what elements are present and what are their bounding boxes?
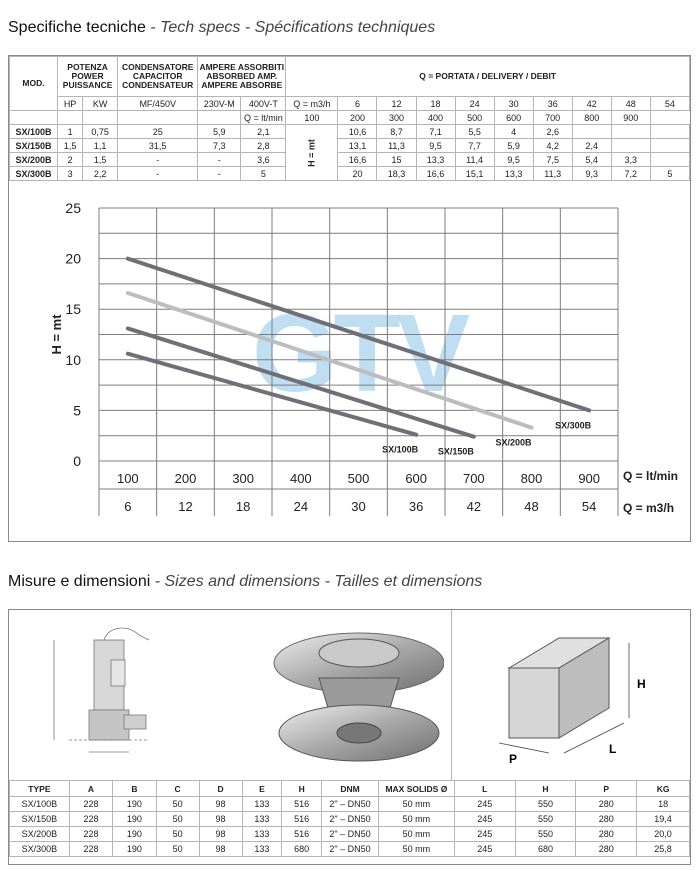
dims-cell: 50 <box>156 827 199 842</box>
x-tick-label-lmin: 900 <box>578 471 601 486</box>
dims-cell: 245 <box>454 812 515 827</box>
header-400v: 400V-T <box>241 97 286 111</box>
dims-cell: SX/200B <box>10 827 70 842</box>
dims-cell: 50 <box>156 797 199 812</box>
q-lmin-cell: 500 <box>455 111 494 125</box>
spec-head-value: 18,3 <box>377 167 416 181</box>
dims-header-cell: DNM <box>322 781 379 797</box>
dims-cell: 98 <box>199 842 242 857</box>
dims-cell: 516 <box>282 827 322 842</box>
dims-cell: 25,8 <box>637 842 690 857</box>
spec-head-value: 7,2 <box>611 167 650 181</box>
dims-title <box>8 573 482 591</box>
dims-row <box>10 842 690 857</box>
q-m3h-label: Q = m3/h <box>286 97 338 111</box>
dims-cell: 98 <box>199 797 242 812</box>
spec-head-value: 16,6 <box>416 167 455 181</box>
spec-head-value: 7,1 <box>416 125 455 139</box>
pump-float <box>111 660 125 686</box>
dims-cell: 228 <box>69 842 112 857</box>
y-axis-label: H = mt <box>49 314 64 355</box>
dims-header-cell: P <box>576 781 637 797</box>
spec-mf: 25 <box>118 125 198 139</box>
q-lmin-cell: 900 <box>611 111 650 125</box>
pump-drawing <box>39 620 189 770</box>
dims-header-cell: TYPE <box>10 781 70 797</box>
dims-cell: 2" – DN50 <box>322 812 379 827</box>
h-mt-label-text: H = mt <box>306 138 317 167</box>
x-tick-label-m3h: 30 <box>351 499 366 514</box>
spec-head-value: 9,3 <box>572 167 611 181</box>
header-kw: KW <box>83 97 118 111</box>
spec-model: SX/300B <box>10 167 58 181</box>
spec-model: SX/200B <box>10 153 58 167</box>
dims-cell: 50 <box>156 842 199 857</box>
box-label-h: H <box>637 677 646 691</box>
spec-head-value: 13,3 <box>494 167 533 181</box>
dims-cell: 20,0 <box>637 827 690 842</box>
specs-title-sub: - Tech specs - Spécifications techniques <box>145 19 436 36</box>
header-power-fr: PUISSANCE <box>62 80 113 90</box>
specs-title-main: Specifiche tecniche <box>8 19 146 36</box>
dims-title-sub: - Sizes and dimensions - Tailles et dimensions <box>150 573 483 590</box>
spec-head-value: 5,5 <box>455 125 494 139</box>
q-lmin-cell: 300 <box>377 111 416 125</box>
dims-cell: 245 <box>454 842 515 857</box>
dims-header-cell: D <box>199 781 242 797</box>
dims-cell: 19,4 <box>637 812 690 827</box>
header-amp-en: ABSORBED AMP. <box>206 71 278 81</box>
spec-head-value: 9,5 <box>494 153 533 167</box>
q-m3h-cell: 54 <box>650 97 689 111</box>
x-tick-label-lmin: 700 <box>462 471 485 486</box>
dims-cell: 98 <box>199 812 242 827</box>
dims-table <box>9 780 690 857</box>
dims-title-main: Misure e dimensioni <box>8 573 151 590</box>
x-tick-label-m3h: 36 <box>408 499 424 514</box>
series-label: SX/100B <box>382 444 419 455</box>
x-tick-label-lmin: 600 <box>405 471 428 486</box>
spec-model: SX/150B <box>10 139 58 153</box>
dims-cell: 133 <box>242 797 282 812</box>
header-power-it: POTENZA <box>67 62 108 72</box>
spec-head-value: 5,4 <box>572 153 611 167</box>
spec-head-value: 4,2 <box>533 139 572 153</box>
dims-cell: 280 <box>576 827 637 842</box>
spec-head-value: 2,6 <box>533 125 572 139</box>
spec-a230: - <box>198 167 241 181</box>
box-front <box>509 668 559 738</box>
spec-head-value: 5 <box>650 167 689 181</box>
spec-head-value: 10,6 <box>338 125 377 139</box>
spec-hp: 2 <box>58 153 83 167</box>
dims-cell: 190 <box>113 827 156 842</box>
spec-kw: 1,5 <box>83 153 118 167</box>
y-tick-label: 20 <box>65 250 81 267</box>
pump-base <box>89 710 129 740</box>
panel-divider <box>451 610 452 780</box>
x-tick-label-lmin: 800 <box>520 471 543 486</box>
dims-cell: 50 mm <box>378 812 454 827</box>
x-tick-label-m3h: 54 <box>581 499 597 514</box>
header-cap-it: CONDENSATORE <box>121 62 194 72</box>
dims-cell: 550 <box>515 812 576 827</box>
spec-head-value: 20 <box>338 167 377 181</box>
header-cap-en: CAPACITOR <box>132 71 183 81</box>
spec-hp: 1 <box>58 125 83 139</box>
q-m3h-cell: 6 <box>338 97 377 111</box>
dims-cell: 280 <box>576 842 637 857</box>
x-tick-label-lmin: 200 <box>174 471 197 486</box>
dims-cell: 98 <box>199 827 242 842</box>
spec-a400: 2,1 <box>241 125 286 139</box>
dims-cell: 50 mm <box>378 827 454 842</box>
x-tick-label-m3h: 42 <box>466 499 482 514</box>
spec-a230: - <box>198 153 241 167</box>
header-hp: HP <box>58 97 83 111</box>
dims-cell: SX/100B <box>10 797 70 812</box>
spec-a400: 3,6 <box>241 153 286 167</box>
dims-cell: 516 <box>282 797 322 812</box>
y-tick-label: 25 <box>65 200 81 216</box>
q-lmin-cell: 600 <box>494 111 533 125</box>
dims-cell: 133 <box>242 812 282 827</box>
spec-head-value: 8,7 <box>377 125 416 139</box>
spec-hp: 1,5 <box>58 139 83 153</box>
header-mf: MF/450V <box>118 97 198 111</box>
x-tick-label-lmin: 400 <box>289 471 312 486</box>
spec-model: SX/100B <box>10 125 58 139</box>
dims-row <box>10 797 690 812</box>
dims-cell: 680 <box>282 842 322 857</box>
spec-mf: 31,5 <box>118 139 198 153</box>
spec-mf: - <box>118 153 198 167</box>
x-tick-label-m3h: 48 <box>524 499 539 514</box>
watermark-logo: GTV <box>251 292 467 415</box>
spec-head-value: 13,1 <box>338 139 377 153</box>
dims-cell: 228 <box>69 812 112 827</box>
spec-head-value: 9,5 <box>416 139 455 153</box>
spec-head-value: 7,7 <box>455 139 494 153</box>
spec-hp: 3 <box>58 167 83 181</box>
specs-title <box>8 19 435 37</box>
dims-header-row <box>10 781 690 797</box>
spec-head-value: 13,3 <box>416 153 455 167</box>
x-tick-label-m3h: 12 <box>178 499 193 514</box>
spec-a400: 2,8 <box>241 139 286 153</box>
package-box-drawing <box>459 618 689 778</box>
header-mod: MOD. <box>10 57 58 111</box>
x-tick-label-m3h: 18 <box>235 499 251 514</box>
dims-cell: 550 <box>515 797 576 812</box>
dims-cell: 50 mm <box>378 797 454 812</box>
dims-cell: 516 <box>282 812 322 827</box>
series-label: SX/200B <box>495 437 532 448</box>
y-tick-label: 10 <box>65 351 81 368</box>
dims-cell: 18 <box>637 797 690 812</box>
dims-header-cell: H <box>515 781 576 797</box>
spec-head-value: 16,6 <box>338 153 377 167</box>
dims-header-cell: H <box>282 781 322 797</box>
dims-cell: 2" – DN50 <box>322 797 379 812</box>
series-label: SX/300B <box>555 420 592 431</box>
spec-head-value: 11,3 <box>533 167 572 181</box>
header-delivery: Q = PORTATA / DELIVERY / DEBIT <box>286 57 690 97</box>
q-lmin-cell: 700 <box>533 111 572 125</box>
spec-head-value: 5,9 <box>494 139 533 153</box>
dims-cell: 133 <box>242 842 282 857</box>
q-m3h-cell: 48 <box>611 97 650 111</box>
pump-stand-image <box>264 618 444 778</box>
dims-cell: SX/150B <box>10 812 70 827</box>
q-m3h-cell: 30 <box>494 97 533 111</box>
dims-header-cell: KG <box>637 781 690 797</box>
y-tick-label: 5 <box>73 402 81 419</box>
q-m3h-cell: 18 <box>416 97 455 111</box>
q-m3h-cell: 24 <box>455 97 494 111</box>
q-lmin-cell: 100 <box>286 111 338 125</box>
spec-kw: 1,1 <box>83 139 118 153</box>
x-tick-label-m3h: 24 <box>293 499 309 514</box>
box-label-p: P <box>509 752 518 766</box>
dims-header-cell: L <box>454 781 515 797</box>
dims-row <box>10 827 690 842</box>
box-label-l: L <box>609 742 617 756</box>
x-tick-label-lmin: 300 <box>232 471 255 486</box>
spec-head-value: 15 <box>377 153 416 167</box>
spec-mf: - <box>118 167 198 181</box>
spec-head-value: 4 <box>494 125 533 139</box>
dims-cell: 245 <box>454 827 515 842</box>
q-m3h-cell: 36 <box>533 97 572 111</box>
dims-cell: 680 <box>515 842 576 857</box>
dims-header-cell: B <box>113 781 156 797</box>
dims-cell: 280 <box>576 812 637 827</box>
spec-head-value: 11,3 <box>377 139 416 153</box>
dims-row <box>10 812 690 827</box>
header-230v: 230V-M <box>198 97 241 111</box>
dims-cell: 550 <box>515 827 576 842</box>
x-axis-label-m3h: Q = m3/h <box>623 501 675 515</box>
x-axis-label-lmin: Q = lt/min <box>623 469 679 483</box>
dims-header-cell: MAX SOLIDS Ø <box>378 781 454 797</box>
dims-cell: 2" – DN50 <box>322 842 379 857</box>
y-tick-label: 15 <box>65 301 81 318</box>
y-tick-label: 0 <box>73 453 81 469</box>
spec-a230: 5,9 <box>198 125 241 139</box>
q-lmin-label: Q = lt/min <box>241 111 286 125</box>
dims-cell: 228 <box>69 827 112 842</box>
spec-kw: 0,75 <box>83 125 118 139</box>
dims-cell: 190 <box>113 842 156 857</box>
spec-head-value: 2,4 <box>572 139 611 153</box>
dims-rows <box>10 797 690 857</box>
stand-collar <box>319 639 399 667</box>
stand-hole <box>337 723 381 743</box>
dims-cell: 2" – DN50 <box>322 827 379 842</box>
pump-cable <box>104 628 149 640</box>
spec-a400: 5 <box>241 167 286 181</box>
pump-outlet <box>124 715 146 729</box>
x-tick-label-lmin: 500 <box>347 471 370 486</box>
dim-p-line <box>499 743 549 753</box>
dims-cell: 50 mm <box>378 842 454 857</box>
q-m3h-cell: 12 <box>377 97 416 111</box>
dims-cell: 228 <box>69 797 112 812</box>
header-cap-fr: CONDENSATEUR <box>122 80 194 90</box>
dims-cell: 133 <box>242 827 282 842</box>
header-amp-fr: AMPERE ABSORBE <box>201 80 283 90</box>
dims-cell: SX/300B <box>10 842 70 857</box>
q-lmin-cell: 800 <box>572 111 611 125</box>
q-lmin-cell: 200 <box>338 111 377 125</box>
dims-cell: 245 <box>454 797 515 812</box>
q-lmin-cell: 400 <box>416 111 455 125</box>
dims-cell: 190 <box>113 812 156 827</box>
dims-header-cell: C <box>156 781 199 797</box>
dims-header-cell: E <box>242 781 282 797</box>
x-tick-label-m3h: 6 <box>124 499 132 514</box>
dims-panel <box>8 609 691 865</box>
dims-cell: 190 <box>113 797 156 812</box>
spec-kw: 2,2 <box>83 167 118 181</box>
spec-head-value: 15,1 <box>455 167 494 181</box>
specs-panel <box>8 55 691 542</box>
series-label: SX/150B <box>437 446 474 457</box>
dims-header-cell: A <box>69 781 112 797</box>
performance-chart <box>9 56 690 543</box>
spec-head-value: 7,5 <box>533 153 572 167</box>
header-power-en: POWER <box>71 71 104 81</box>
dims-cell: 50 <box>156 812 199 827</box>
header-amp-it: AMPERE ASSORBITI <box>199 62 285 72</box>
spec-a230: 7,3 <box>198 139 241 153</box>
q-m3h-cell: 42 <box>572 97 611 111</box>
dims-cell: 280 <box>576 797 637 812</box>
spec-head-value: 3,3 <box>611 153 650 167</box>
x-tick-label-lmin: 100 <box>116 471 139 486</box>
spec-head-value: 11,4 <box>455 153 494 167</box>
